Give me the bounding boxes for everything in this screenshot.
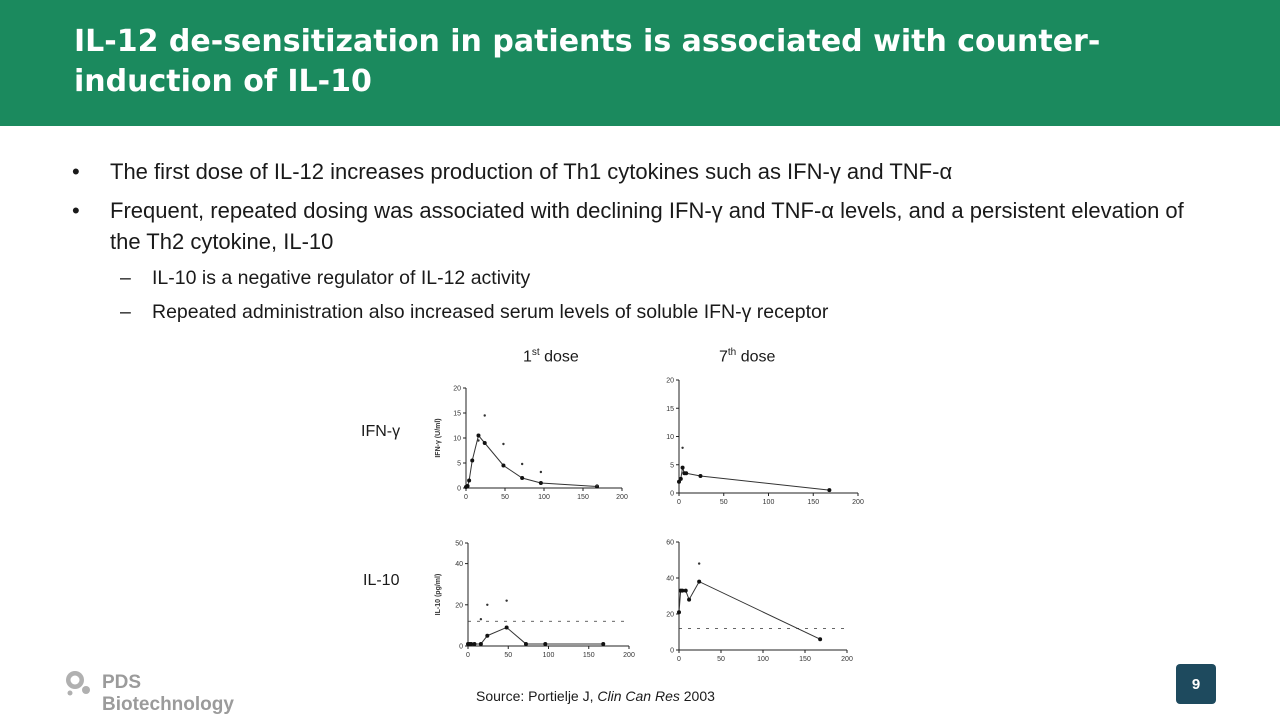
source-citation: Source: Portielje J, Clin Can Res 2003: [476, 688, 715, 704]
bullet-text: Frequent, repeated dosing was associated with declining IFN-γ and TNF-α levels, and a persistent elevation of the Th2 cytokine, IL-10: [110, 198, 1184, 254]
column-label-seventh-dose: 7th dose: [719, 347, 776, 366]
y-axis-label: IFN-γ (U/ml): [435, 418, 442, 458]
data-point: [677, 610, 681, 614]
title-bar: [0, 0, 1280, 126]
company-logo: [62, 669, 272, 715]
bullet-text: The first dose of IL-12 increases production of Th1 cytokines such as IFN-γ and TNF-α: [110, 159, 953, 184]
data-point: [480, 618, 482, 620]
data-point: [486, 604, 488, 606]
chart-ifn-first-dose: [430, 380, 630, 505]
series-line: [679, 468, 829, 491]
sub-bullet-text: Repeated administration also increased serum levels of soluble IFN-γ receptor: [152, 301, 829, 323]
data-point: [484, 414, 486, 416]
data-point: [818, 637, 822, 641]
x-tick-label: 150: [807, 499, 820, 506]
data-point: [684, 471, 688, 475]
data-point: [483, 441, 487, 445]
sub-bullet-item: [70, 265, 1210, 291]
x-tick-label: 50: [501, 494, 509, 501]
sub-bullet-item: [70, 299, 1210, 325]
x-tick-label: 0: [466, 652, 470, 659]
data-point: [505, 599, 507, 601]
data-point: [485, 634, 489, 638]
x-tick-label: 200: [616, 494, 628, 501]
data-point: [476, 434, 480, 438]
bullet-list: [70, 156, 1210, 333]
x-tick-label: 50: [719, 499, 728, 506]
data-point: [521, 463, 523, 465]
x-tick-label: 150: [799, 656, 811, 663]
data-point: [596, 484, 598, 486]
y-axis-label: IL-10 (pg/ml): [435, 573, 442, 616]
x-tick-label: 50: [504, 652, 513, 659]
y-tick-label: 20: [455, 602, 463, 610]
y-tick-label: 0: [670, 490, 674, 498]
dash-glyph: –: [120, 301, 131, 323]
data-point: [520, 476, 524, 480]
row-label-ifn: IFN-γ: [361, 423, 401, 440]
y-tick-label: 10: [666, 434, 674, 441]
y-tick-label: 20: [453, 385, 461, 393]
data-point: [681, 447, 683, 449]
logo-mark-icon: [62, 669, 96, 699]
data-point: [543, 642, 547, 646]
row-label-il10: IL-10: [363, 572, 400, 589]
column-label-first-dose: 1st dose: [523, 347, 579, 366]
data-point: [477, 439, 479, 441]
x-tick-label: 150: [582, 652, 595, 659]
data-point: [697, 580, 701, 584]
y-tick-label: 10: [453, 435, 461, 443]
bullet-item: [70, 156, 1210, 187]
sub-bullet-text: IL-10 is a negative regulator of IL-12 activity: [152, 267, 531, 289]
data-point: [501, 464, 505, 468]
data-point: [601, 642, 605, 646]
x-tick-label: 100: [542, 652, 555, 659]
y-tick-label: 60: [666, 539, 674, 547]
logo-text: PDS Biotechnology: [102, 672, 234, 715]
data-point: [470, 459, 474, 463]
data-point: [684, 589, 688, 593]
x-tick-label: 0: [677, 499, 681, 506]
x-tick-label: 200: [852, 499, 864, 506]
y-tick-label: 15: [666, 405, 674, 413]
dash-glyph: –: [120, 267, 131, 289]
y-tick-label: 0: [670, 647, 674, 655]
data-point: [472, 642, 476, 646]
data-point: [827, 488, 831, 492]
chart-il10-first-dose: [430, 535, 635, 660]
y-tick-label: 5: [670, 462, 674, 470]
data-point: [681, 466, 685, 470]
data-point: [540, 471, 542, 473]
data-point: [466, 484, 470, 488]
x-tick-label: 100: [538, 494, 550, 501]
data-point: [505, 625, 509, 629]
x-tick-label: 200: [623, 652, 635, 659]
data-point: [698, 562, 700, 564]
x-tick-label: 150: [577, 494, 589, 501]
y-tick-label: 20: [666, 611, 674, 619]
x-tick-label: 100: [762, 499, 775, 506]
y-tick-label: 20: [666, 377, 674, 385]
y-tick-label: 40: [455, 561, 463, 569]
y-tick-label: 0: [459, 643, 463, 651]
series-line: [679, 582, 820, 640]
bullet-glyph: •: [72, 198, 80, 223]
slide-title: IL-12 de-sensitization in patients is associated with counter-induction of IL-10: [74, 24, 1101, 99]
y-tick-label: 5: [457, 460, 461, 468]
y-tick-label: 0: [457, 485, 461, 493]
chart-il10-seventh-dose: [655, 535, 855, 665]
page-number: 9: [1176, 664, 1216, 704]
x-tick-label: 50: [717, 656, 725, 663]
bullet-item: [70, 195, 1210, 257]
chart-ifn-seventh-dose: [655, 372, 870, 512]
x-tick-label: 100: [757, 656, 769, 663]
data-point: [479, 642, 483, 646]
data-point: [502, 443, 504, 445]
data-point: [698, 474, 702, 478]
y-tick-label: 40: [666, 575, 674, 583]
data-point: [467, 479, 471, 483]
data-point: [524, 642, 528, 646]
data-point: [539, 481, 543, 485]
x-tick-label: 200: [841, 656, 853, 663]
y-tick-label: 15: [453, 410, 461, 418]
x-tick-label: 0: [464, 494, 468, 501]
data-point: [687, 598, 691, 602]
y-tick-label: 50: [455, 540, 463, 548]
data-point: [679, 477, 683, 481]
bullet-glyph: •: [72, 159, 80, 184]
x-tick-label: 0: [677, 656, 681, 663]
